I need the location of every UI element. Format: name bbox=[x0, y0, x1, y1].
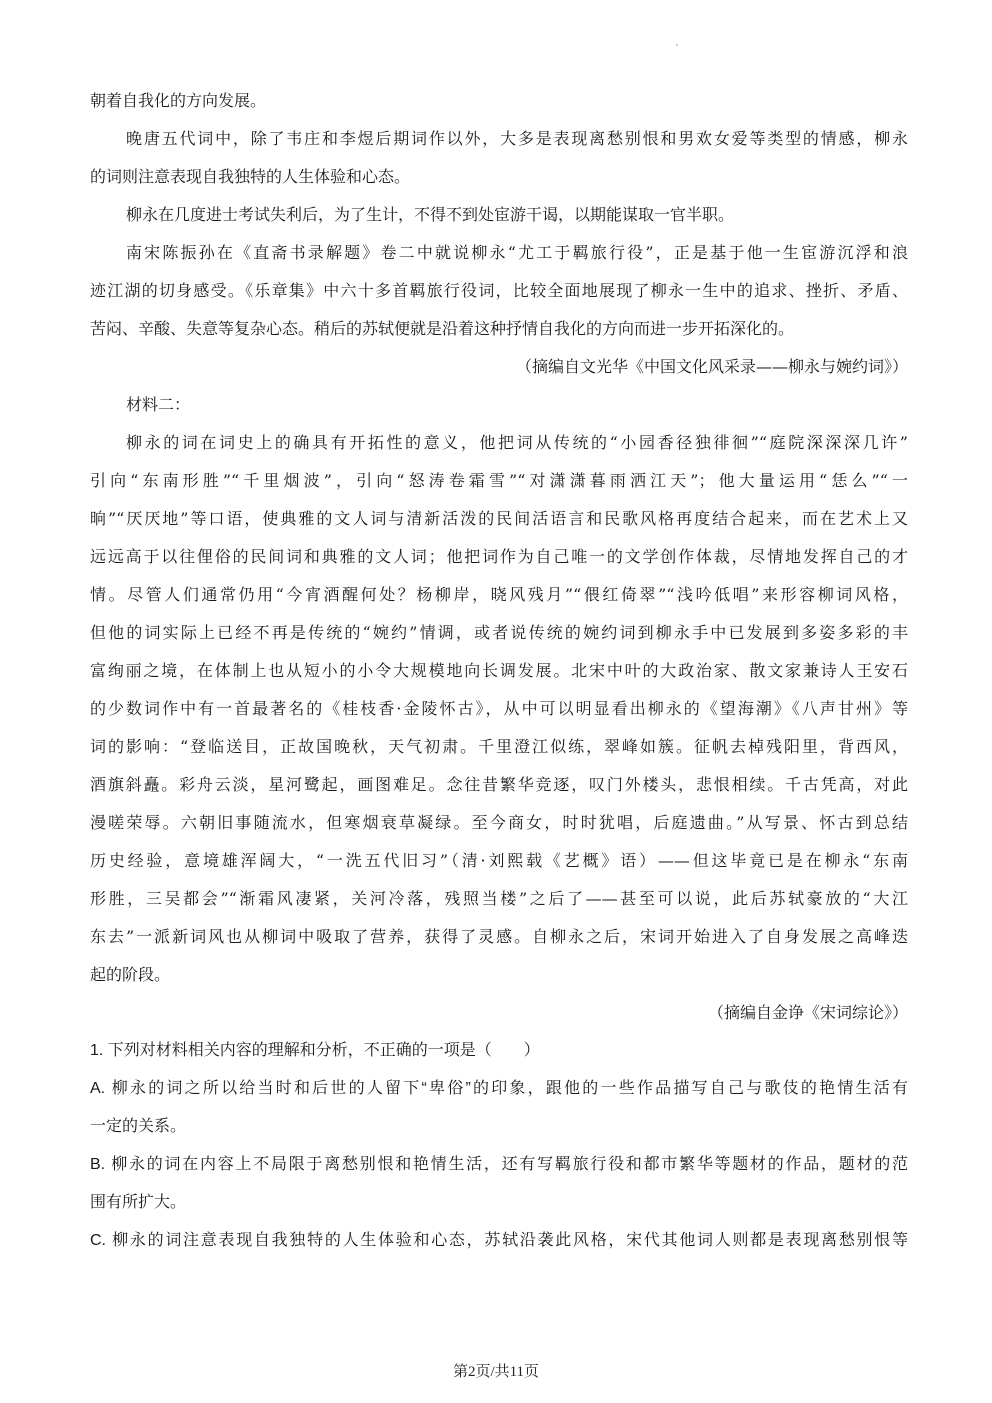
page-number: 第2页/共11页 bbox=[452, 1364, 540, 1380]
option-b-continued: 围有所扩大。 bbox=[90, 1194, 187, 1211]
text-line: 漫嗟荣辱。六朝旧事随流水，但寒烟衰草凝绿。至今商女，时时犹唱，后庭遗曲。”从写景、怀古到总结 bbox=[90, 813, 908, 832]
text-line: 但他的词实际上已经不再是传统的“婉约”情调，或者说传统的婉约词到柳永手中已发展到多姿多彩的丰 bbox=[90, 623, 908, 642]
text-line: 柳永的词在词史上的确具有开拓性的意义，他把词从传统的“小园香径独徘徊”“庭院深深深几许” bbox=[126, 433, 908, 452]
text-line: 起的阶段。 bbox=[90, 965, 171, 984]
text-line: 东去”一派新词风也从柳词中吸取了营养，获得了灵感。自柳永之后，宋词开始进入了自身发展之高峰迭 bbox=[90, 927, 908, 946]
document-page bbox=[90, 82, 908, 1260]
text-line: 词的影响：“登临送目，正故国晚秋，天气初肃。千里澄江似练，翠峰如簇。征帆去棹残阳里，背西风， bbox=[90, 737, 908, 756]
text-line: 朝着自我化的方向发展。 bbox=[90, 91, 267, 110]
section-label: 材料二： bbox=[126, 395, 191, 414]
source-citation: （摘编自金诤《宋词综论》） bbox=[707, 1003, 908, 1022]
text-line: 形胜，三吴都会”“渐霜风凄紧，关河冷落，残照当楼”之后了——甚至可以说，此后苏轼豪放的“大江 bbox=[90, 889, 908, 908]
source-citation: （摘编自文光华《中国文化风采录——柳永与婉约词》） bbox=[515, 357, 908, 376]
text-line: 富绚丽之境，在体制上也从短小的小令大规模地向长调发展。北宋中叶的大政治家、散文家兼诗人王安石 bbox=[90, 661, 908, 680]
text-line: 远远高于以往俚俗的民间词和典雅的文人词；他把词作为自己唯一的文学创作体裁，尽情地发挥自己的才 bbox=[90, 547, 908, 566]
option-a: A. 柳永的词之所以给当时和后世的人留下“卑俗”的印象，跟他的一些作品描写自己与歌伎的艳情生活有 bbox=[90, 1080, 908, 1097]
text-line: 历史经验，意境雄浑阔大，“一洗五代旧习”（清·刘熙载《艺概》语）——但这毕竟已是在柳永“东南 bbox=[90, 851, 908, 870]
text-line: 情。尽管人们通常仍用“今宵酒醒何处？杨柳岸，晓风残月”“偎红倚翠”“浅吟低唱”来形容柳词风格， bbox=[90, 585, 908, 604]
text-line: 苦闷、辛酸、失意等复杂心态。稍后的苏轼便就是沿着这种抒情自我化的方向而进一步开拓深化的。 bbox=[90, 319, 795, 338]
text-line: 晌”“厌厌地”等口语，使典雅的文人词与清新活泼的民间活语言和民歌风格再度结合起来，而在艺术上又 bbox=[90, 509, 908, 528]
option-a-continued: 一定的关系。 bbox=[90, 1118, 187, 1135]
text-line: 迹江湖的切身感受。《乐章集》中六十多首羁旅行役词，比较全面地展现了柳永一生中的追求、挫折、矛盾、 bbox=[90, 281, 908, 300]
text-line: 柳永在几度进士考试失利后，为了生计，不得不到处宦游干谒，以期能谋取一官半职。 bbox=[126, 205, 735, 224]
text-line: 的少数词作中有一首最著名的《桂枝香·金陵怀古》，从中可以明显看出柳永的《望海潮》《八声甘州》等 bbox=[90, 699, 908, 718]
scan-speck bbox=[676, 44, 678, 46]
text-line: 酒旗斜矗。彩舟云淡，星河鹭起，画图难足。念往昔繁华竞逐，叹门外楼头，悲恨相续。千古凭高，对此 bbox=[90, 775, 908, 794]
text-line: 的词则注意表现自我独特的人生体验和心态。 bbox=[90, 167, 411, 186]
text-line: 引向“东南形胜”“千里烟波”，引向“怒涛卷霜雪”“对潇潇暮雨洒江天”；他大量运用“恁么”“一 bbox=[90, 471, 908, 490]
option-c: C. 柳永的词注意表现自我独特的人生体验和心态，苏轼沿袭此风格，宋代其他词人则都是表现离愁别恨等 bbox=[90, 1232, 908, 1249]
text-line: 晚唐五代词中，除了韦庄和李煜后期词作以外，大多是表现离愁别恨和男欢女爱等类型的情感，柳永 bbox=[126, 129, 908, 148]
text-line: 南宋陈振孙在《直斋书录解题》卷二中就说柳永“尤工于羁旅行役”，正是基于他一生宦游沉浮和浪 bbox=[126, 243, 908, 262]
option-b: B. 柳永的词在内容上不局限于离愁别恨和艳情生活，还有写羁旅行役和都市繁华等题材的作品，题材的范 bbox=[90, 1156, 908, 1173]
question-stem: 1. 下列对材料相关内容的理解和分析，不正确的一项是（ ） bbox=[90, 1042, 540, 1059]
